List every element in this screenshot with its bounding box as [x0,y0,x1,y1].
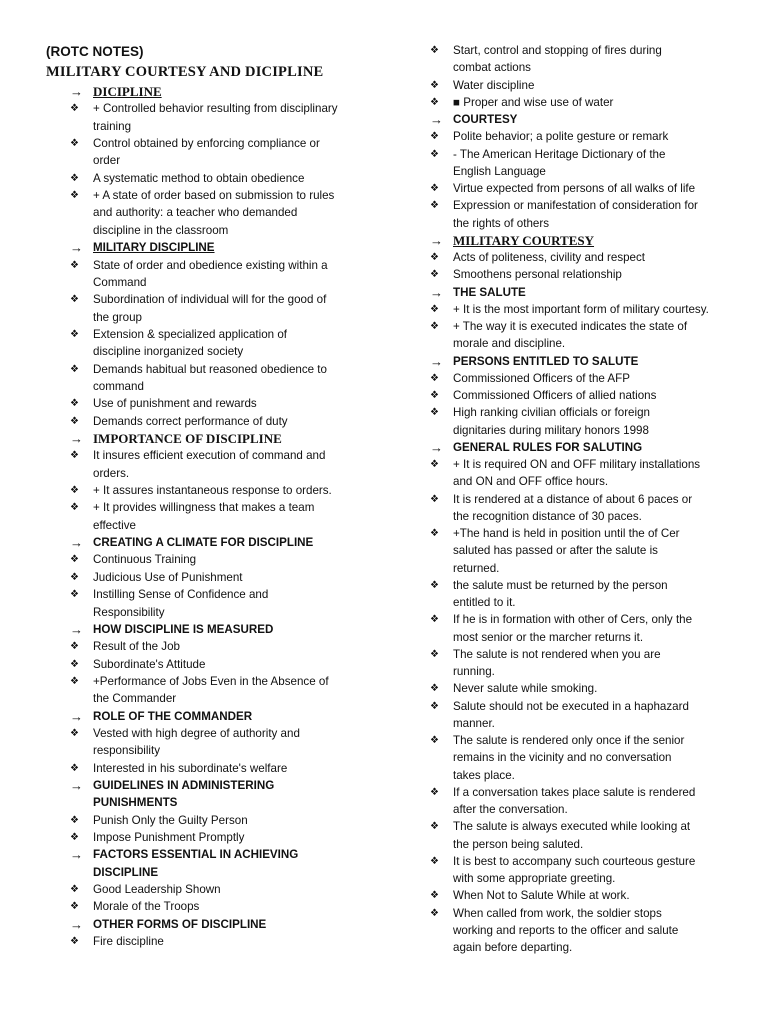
line-text: the rights of others [453,216,550,230]
line-text: responsibility [93,744,161,758]
bullet-continuation [453,215,549,232]
bullet-continuation [93,690,176,707]
bullet-item [70,395,257,412]
line-text: Instilling Sense of Confidence and [93,588,269,602]
diamond-bullet-icon: ❖ [70,502,79,514]
line-text: again before departing. [453,941,573,954]
bullet-item [430,611,693,628]
bullet-item [70,291,327,308]
bullet-continuation [453,836,583,853]
diamond-bullet-icon: ❖ [70,727,79,739]
diamond-bullet-icon: ❖ [70,589,79,601]
arrow-icon: → [70,84,83,99]
bullet-continuation [93,152,120,169]
line-text: The salute is not rendered when you are [453,647,661,661]
line-text: DISCIPLINE [93,865,159,879]
diamond-bullet-icon: ❖ [70,294,79,306]
arrow-icon: → [430,112,443,127]
section-heading [70,239,215,256]
bullet-item [70,586,269,603]
section-heading [430,353,639,370]
bullet-item [430,698,689,715]
diamond-bullet-icon: ❖ [430,786,439,798]
diamond-bullet-icon: ❖ [70,762,79,774]
bullet-item [70,829,245,846]
bullet-item [430,680,598,697]
bullet-item [70,135,320,152]
line-text: combat actions [453,61,531,75]
bullet-continuation [453,542,658,559]
line-text: + A state of order based on submission to rules [93,189,335,203]
diamond-bullet-icon: ❖ [70,675,79,687]
diamond-bullet-icon: ❖ [430,907,439,919]
diamond-bullet-icon: ❖ [70,450,79,462]
bullet-item [430,249,646,266]
line-text: training [93,119,132,133]
diamond-bullet-icon: ❖ [430,45,439,56]
line-text: running. [453,665,495,678]
bullet-item [430,905,662,922]
bullet-item [430,577,668,594]
bullet-item [70,361,327,378]
section-heading [70,621,274,638]
line-text: morale and discipline. [453,337,566,351]
line-text: Impose Punishment Promptly [93,831,245,845]
bullet-continuation [93,517,136,534]
bullet-item [70,413,288,430]
diamond-bullet-icon: ❖ [430,890,439,902]
line-text: order [93,154,121,168]
diamond-bullet-icon: ❖ [430,183,439,194]
diamond-bullet-icon: ❖ [70,103,79,115]
bullet-continuation [93,604,165,621]
line-text: GENERAL RULES FOR SALUTING [453,440,643,454]
line-text: Vested with high degree of authority and [93,726,300,740]
line-text: discipline inorganized society [93,345,244,359]
bullet-item [70,933,164,950]
diamond-bullet-icon: ❖ [430,614,439,626]
bullet-continuation [93,118,131,135]
diamond-bullet-icon: ❖ [430,96,439,108]
bullet-item [70,170,305,187]
line-text: Good Leadership Shown [93,883,221,897]
bullet-continuation [453,715,495,732]
line-text: If a conversation takes place salute is rendered [453,785,696,799]
section-heading [70,846,299,863]
bullet-continuation [453,422,649,439]
diamond-bullet-icon: ❖ [430,735,439,746]
bullet-item [70,257,328,274]
line-text: It insures efficient execution of command and [93,449,326,463]
line-text: Smoothens personal relationship [453,268,622,282]
bullet-continuation [453,749,671,766]
line-text: + The way it is executed indicates the state of [453,320,688,333]
line-text: - The American Heritage Dictionary of the [453,147,666,161]
line-text: the group [93,310,142,324]
diamond-bullet-icon: ❖ [70,363,79,375]
line-text: The salute is always executed while looking at [453,820,691,834]
bullet-continuation [453,59,531,76]
arrow-icon: → [430,284,443,300]
line-text: the salute must be returned by the person [453,578,668,592]
line-text: + It provides willingness that makes a team [93,501,315,515]
diamond-bullet-icon: ❖ [70,415,79,427]
bullet-item [430,732,685,749]
bullet-item [430,180,696,197]
bullet-item [430,784,696,801]
bullet-continuation [93,465,129,482]
line-text: Fire discipline [93,935,164,949]
bullet-item [70,447,326,464]
diamond-bullet-icon: ❖ [70,328,79,340]
bullet-item [70,725,300,742]
section-heading [70,430,282,448]
diamond-bullet-icon: ❖ [430,79,439,91]
line-text: Morale of the Troops [93,900,200,914]
line-text: command [93,379,144,393]
bullet-item [430,525,680,542]
document-title: MILITARY COURTESY AND DICIPLINE [46,64,324,80]
line-text: PERSONS ENTITLED TO SALUTE [453,354,639,368]
line-text: HOW DISCIPLINE IS MEASURED [93,622,274,636]
bullet-item [430,853,696,870]
diamond-bullet-icon: ❖ [70,901,79,913]
line-text: with some appropriate greeting. [453,872,616,885]
arrow-icon: → [70,847,83,863]
diamond-bullet-icon: ❖ [430,459,439,470]
line-text: Punish Only the Guilty Person [93,813,248,827]
bullet-continuation [453,560,499,577]
bullet-continuation [93,794,177,811]
line-text: the recognition distance of 30 paces. [453,509,642,523]
arrow-icon: → [70,535,83,551]
line-text: + It assures instantaneous response to orders. [93,484,332,498]
line-text: It is rendered at a distance of about 6 paces or [453,492,693,506]
line-text: dignitaries during military honors 1998 [453,423,649,437]
line-text: A systematic method to obtain obedience [93,171,305,185]
line-text: Never salute while smoking. [453,682,598,696]
bullet-continuation [93,222,228,239]
bullet-item [430,887,630,904]
diamond-bullet-icon: ❖ [430,648,439,660]
bullet-item [70,100,338,117]
diamond-bullet-icon: ❖ [430,700,439,712]
arrow-icon: → [430,353,443,369]
bullet-item [430,42,662,59]
line-text: State of order and obedience existing within a [93,258,328,272]
bullet-item [430,94,614,111]
bullet-continuation [453,594,516,611]
line-text: orders. [93,466,130,480]
line-text: CREATING A CLIMATE FOR DISCIPLINE [93,536,314,550]
line-text: Continuous Training [93,553,197,567]
notes-label: (ROTC NOTES) [46,44,144,59]
line-text: When called from work, the soldier stops [453,906,662,920]
line-text: Expression or manifestation of consideration for [453,199,698,213]
bullet-continuation [453,508,642,525]
diamond-bullet-icon: ❖ [70,832,79,844]
line-text: Command [93,275,147,289]
line-text: Start, control and stopping of fires during [453,44,662,57]
arrow-icon: → [70,621,83,637]
section-heading [430,232,595,250]
diamond-bullet-icon: ❖ [430,269,439,281]
arrow-icon: → [70,240,83,256]
bullet-item [430,77,535,94]
section-heading [70,708,253,725]
section-heading [70,534,314,551]
line-text: THE SALUTE [453,285,526,299]
line-text: Responsibility [93,605,165,619]
line-text: saluted has passed or after the salute is [453,544,658,558]
diamond-bullet-icon: ❖ [70,571,79,583]
line-text: If he is in formation with other of Cers, only the [453,613,693,627]
line-text: manner. [453,716,495,730]
line-text: working and reports to the officer and salute [453,923,679,937]
diamond-bullet-icon: ❖ [70,814,79,826]
diamond-bullet-icon: ❖ [430,200,439,212]
line-text: High ranking civilian officials or foreign [453,406,650,420]
diamond-bullet-icon: ❖ [70,485,79,497]
line-text: IMPORTANCE OF DISCIPLINE [93,431,282,446]
bullet-continuation [453,663,495,680]
bullet-item [430,146,666,163]
bullet-item [70,638,181,655]
bullet-item [70,812,248,829]
line-text: It is best to accompany such courteous gesture [453,854,696,868]
line-text: Subordinate's Attitude [93,657,206,671]
line-text: FACTORS ESSENTIAL IN ACHIEVING [93,848,299,862]
section-heading [430,439,643,456]
line-text: Virtue expected from persons of all walks of life [453,182,696,195]
line-text: Polite behavior; a polite gesture or remark [453,130,669,144]
bullet-item [70,673,329,690]
bullet-item [70,881,221,898]
section-heading [70,777,275,794]
diamond-bullet-icon: ❖ [70,172,79,184]
line-text: Use of punishment and rewards [93,397,257,411]
bullet-continuation [453,767,515,784]
bullet-continuation [453,870,615,887]
bullet-item [430,266,622,283]
arrow-icon: → [70,916,83,932]
diamond-bullet-icon: ❖ [430,148,439,160]
bullet-continuation [453,163,546,180]
line-text: MILITARY COURTESY [453,232,595,248]
line-text: PUNISHMENTS [93,796,178,810]
line-text: ROLE OF THE COMMANDER [93,709,253,723]
bullet-item [70,187,335,204]
diamond-bullet-icon: ❖ [70,884,79,896]
bullet-item [430,128,669,145]
diamond-bullet-icon: ❖ [430,321,439,332]
bullet-item [430,491,693,508]
section-heading [70,83,162,101]
bullet-continuation [453,922,678,939]
line-text: When Not to Salute While at work. [453,889,630,903]
bullet-continuation [453,629,643,646]
line-text: Acts of politeness, civility and respect [453,251,646,264]
bullet-continuation [93,274,146,291]
line-text: Demands habitual but reasoned obedience to [93,362,327,376]
line-text: effective [93,518,136,532]
arrow-icon: → [430,439,443,455]
line-text: and ON and OFF office hours. [453,475,609,489]
diamond-bullet-icon: ❖ [70,641,79,653]
line-text: + Controlled behavior resulting from disciplinary [93,102,338,116]
bullet-continuation [453,473,608,490]
diamond-bullet-icon: ❖ [70,138,79,150]
line-text: Water discipline [453,78,535,92]
line-text: GUIDELINES IN ADMINISTERING [93,779,275,792]
bullet-continuation [93,378,144,395]
bullet-item [70,482,332,499]
line-text: Result of the Job [93,640,181,654]
diamond-bullet-icon: ❖ [430,131,439,143]
diamond-bullet-icon: ❖ [430,493,439,505]
line-text: MILITARY DISCIPLINE [93,241,215,255]
bullet-item [70,326,287,343]
bullet-continuation [93,204,297,221]
line-text: most senior or the marcher returns it. [453,630,644,644]
diamond-bullet-icon: ❖ [430,390,439,401]
diamond-bullet-icon: ❖ [430,303,439,315]
bullet-continuation [93,742,160,759]
bullet-item [430,370,630,387]
diamond-bullet-icon: ❖ [430,252,439,263]
bullet-item [430,387,657,404]
line-text: The salute is rendered only once if the senior [453,734,685,747]
bullet-item [70,551,197,568]
line-text: the person being saluted. [453,837,584,851]
line-text: Salute should not be executed in a haphazard [453,699,689,713]
line-text: English Language [453,164,546,178]
line-text: takes place. [453,768,515,782]
arrow-icon: → [430,232,443,248]
line-text: ■ Proper and wise use of water [453,95,614,109]
bullet-item [430,646,661,663]
line-text: returned. [453,561,500,575]
line-text: DICIPLINE [93,84,162,99]
diamond-bullet-icon: ❖ [70,936,79,948]
line-text: discipline in the classroom [93,223,229,237]
bullet-item [430,456,701,473]
bullet-item [430,404,650,421]
bullet-continuation [93,309,142,326]
bullet-item [70,898,200,915]
diamond-bullet-icon: ❖ [70,398,79,410]
line-text: OTHER FORMS OF DISCIPLINE [93,917,267,931]
line-text: + It is the most important form of military courtesy. [453,302,709,316]
diamond-bullet-icon: ❖ [430,683,439,695]
bullet-item [70,569,243,586]
line-text: + It is required ON and OFF military installations [453,458,701,471]
bullet-continuation [453,939,572,956]
diamond-bullet-icon: ❖ [70,554,79,566]
bullet-continuation [93,864,158,881]
line-text: Subordination of individual will for the good of [93,293,327,307]
diamond-bullet-icon: ❖ [430,407,439,419]
arrow-icon: → [70,708,83,724]
diamond-bullet-icon: ❖ [430,528,439,539]
bullet-continuation [453,801,568,818]
diamond-bullet-icon: ❖ [430,579,439,591]
line-text: Commissioned Officers of the AFP [453,371,630,385]
diamond-bullet-icon: ❖ [430,372,439,384]
diamond-bullet-icon: ❖ [70,190,79,202]
line-text: after the conversation. [453,803,568,816]
line-text: Demands correct performance of duty [93,414,288,428]
bullet-item [430,301,709,318]
section-heading [430,284,526,301]
arrow-icon: → [70,431,83,446]
section-heading [430,111,518,128]
bullet-item [70,760,288,777]
arrow-icon: → [70,778,83,793]
line-text: remains in the vicinity and no conversation [453,751,672,765]
line-text: +The hand is held in position until the of Cer [453,527,680,540]
line-text: Interested in his subordinate's welfare [93,761,288,775]
line-text: Judicious Use of Punishment [93,570,243,584]
line-text: Control obtained by enforcing compliance or [93,137,320,151]
bullet-item [70,656,206,673]
line-text: Commissioned Officers of allied nations [453,389,657,402]
bullet-continuation [453,335,565,352]
line-text: COURTESY [453,113,518,126]
diamond-bullet-icon: ❖ [70,658,79,670]
line-text: +Performance of Jobs Even in the Absence of [93,674,329,688]
line-text: entitled to it. [453,596,516,609]
bullet-continuation [93,343,243,360]
bullet-item [70,499,315,516]
line-text: Extension & specialized application of [93,327,287,341]
bullet-item [430,197,698,214]
bullet-item [430,818,691,835]
line-text: the Commander [93,692,177,706]
bullet-item [430,318,688,335]
section-heading [70,916,267,933]
diamond-bullet-icon: ❖ [430,821,439,833]
diamond-bullet-icon: ❖ [430,855,439,867]
diamond-bullet-icon: ❖ [70,259,79,271]
line-text: and authority: a teacher who demanded [93,206,298,220]
